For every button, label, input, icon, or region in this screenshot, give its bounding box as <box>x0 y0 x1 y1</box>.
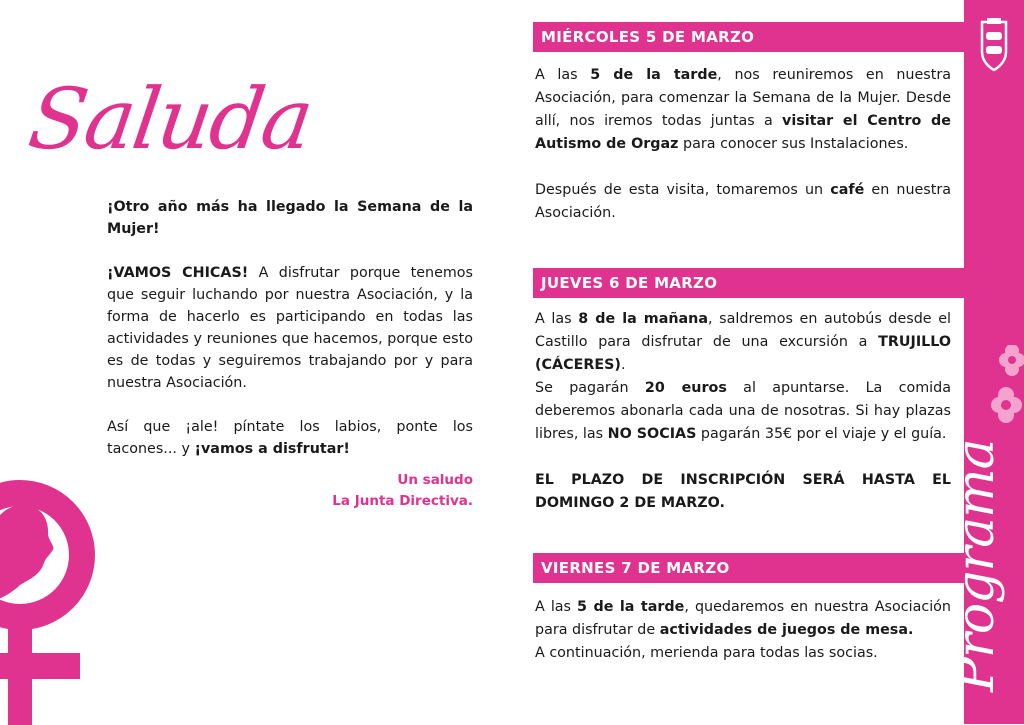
intro-paragraph <box>107 196 473 240</box>
saluda-title: Saluda <box>23 70 318 168</box>
call-paragraph <box>107 262 473 394</box>
section-header-wednesday: MIÉRCOLES 5 DE MARZO <box>533 22 964 52</box>
call-text: A disfrutar porque tenemos que seguir luchando por nuestra Asociación, y la forma de hacerlo es participando en todas las actividades y reuniones que hacemos, porque esto es de todas y seguiremos trabajando por y para nuestra Asociación. <box>107 265 473 391</box>
section-header-thursday: JUEVES 6 DE MARZO <box>533 268 964 298</box>
signature-author: La Junta Directiva. <box>332 493 473 509</box>
coat-of-arms-icon <box>976 18 1012 74</box>
section-header-friday: VIERNES 7 DE MARZO <box>533 553 964 583</box>
signature <box>300 470 473 512</box>
intro-bold: ¡Otro año más ha llegado la Semana de la Mujer! <box>107 199 473 237</box>
closing-bold: ¡vamos a disfrutar! <box>194 441 350 457</box>
section-body-friday: A las 5 de la tarde, quedaremos en nuestra Asociación para disfrutar de actividades de juegos de mesa. A continuación, merienda para todas las socias. <box>535 599 951 661</box>
section-body-thursday: A las 8 de la mañana, saldremos en autobús desde el Castillo para disfrutar de una excursión a TRUJILLO (CÁCERES). Se pagarán 20 euros al apuntarse. La comida deberemos abonarla cada una de nosotras. Si hay plazas libres, las NO SOCIAS pagarán 35€ por el viaje y el guía. EL PLAZO DE INSCRIPCIÓN SERÁ HASTA EL DOMINGO 2 DE MARZO. <box>535 311 951 511</box>
section-body-wednesday: A las 5 de la tarde, nos reuniremos en nuestra Asociación, para comenzar la Semana de la Mujer. Desde allí, nos iremos todas juntas a visitar el Centro de Autismo de Orgaz para conocer sus Instalaciones. Después de esta visita, tomaremos un café en nuestra Asociación. <box>535 67 952 221</box>
call-bold: ¡VAMOS CHICAS! <box>107 265 249 281</box>
programa-title: Programa <box>946 439 1006 692</box>
signature-greeting: Un saludo <box>397 472 473 488</box>
saluda-body <box>107 196 473 482</box>
flowers-decoration-icon <box>984 345 1024 445</box>
closing-paragraph <box>107 416 473 460</box>
venus-symbol-icon <box>0 455 120 725</box>
deadline-notice: EL PLAZO DE INSCRIPCIÓN SERÁ HASTA EL DOMINGO 2 DE MARZO. <box>535 472 951 511</box>
closing-text: Así que ¡ale! píntate los labios, ponte los tacones... y <box>107 419 473 457</box>
